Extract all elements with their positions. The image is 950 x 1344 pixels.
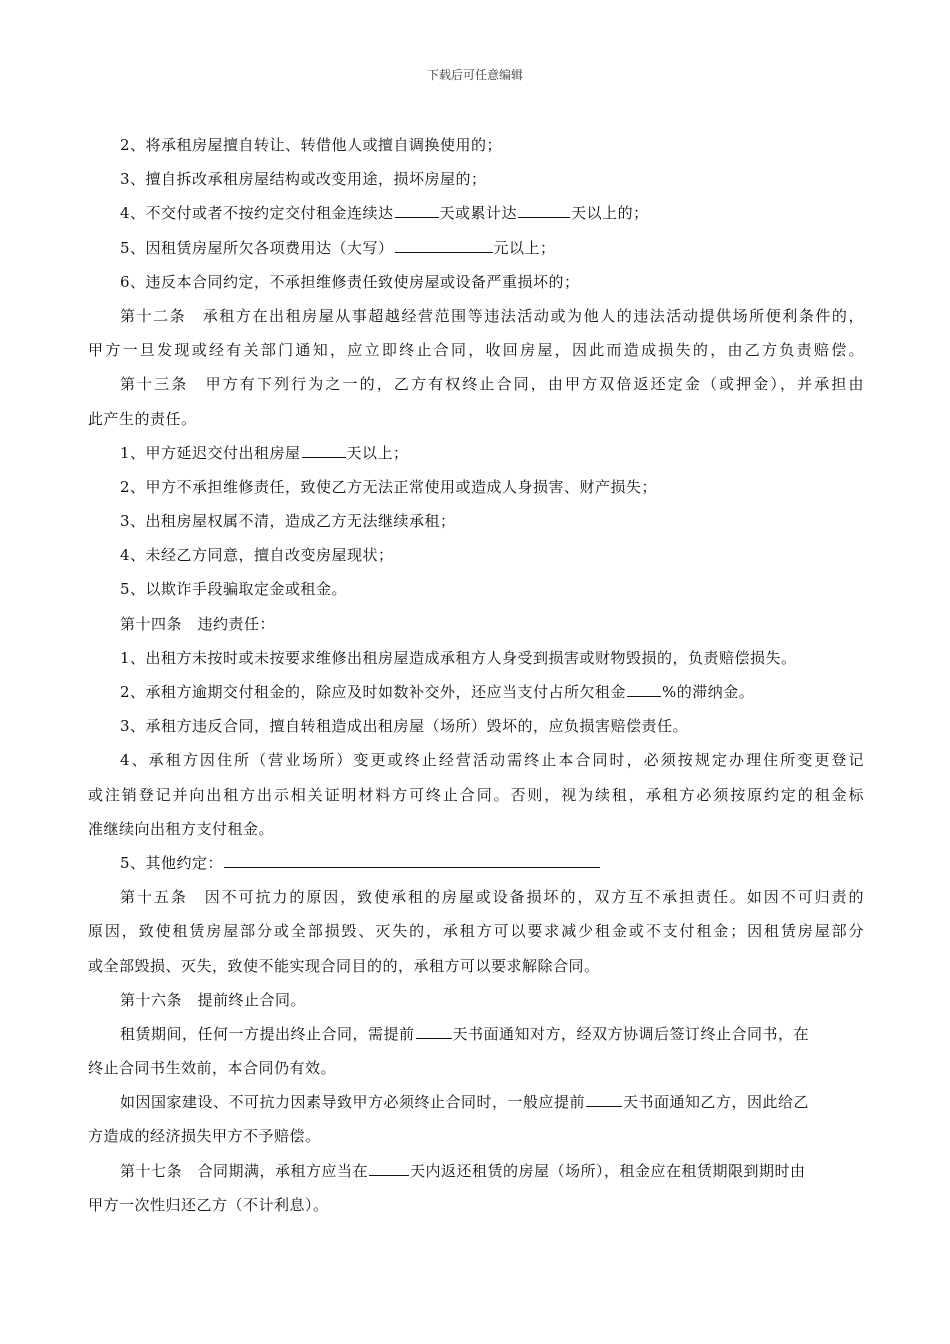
clause-line — [88, 196, 864, 230]
clause-line: 第十四条 违约责任： — [120, 614, 276, 633]
clause-text: 租赁期间，任何一方提出终止合同，需提前 — [120, 1024, 415, 1043]
clause-line: 第十六条 提前终止合同。 — [120, 990, 307, 1009]
clause-text: 5、因租赁房屋所欠各项费用达（大写） — [120, 238, 394, 257]
clause-text: 元以上； — [493, 238, 556, 257]
clause-line — [88, 1017, 864, 1051]
clause-line: 甲方一旦发现或经有关部门通知，应立即终止合同，收回房屋，因此而造成损失的，由乙方负责赔偿。 — [88, 341, 864, 360]
clause-line: 4、承租方因住所（营业场所）变更或终止经营活动需终止本合同时，必须按规定办理住所变更登记 — [120, 751, 864, 770]
clause-text: 1、甲方延迟交付出租房屋 — [120, 443, 301, 462]
clause-line: 4、未经乙方同意，擅自改变房屋现状； — [120, 546, 394, 565]
clause-line: 或注销登记并向出租方出示相关证明材料方可终止合同。否则，视为续租，承租方必须按原约定的租金标 — [88, 785, 864, 804]
clause-line: 1、出租方未按时或未按要求维修出租房屋造成承租方人身受到损害或财物毁损的，负责赔偿损失。 — [120, 648, 797, 667]
fill-blank — [395, 235, 493, 253]
clause-line: 此产生的责任。 — [88, 409, 197, 428]
clause-line: 3、出租房屋权属不清，造成乙方无法继续承租； — [120, 512, 456, 531]
clause-line: 2、将承租房屋擅自转让、转借他人或擅自调换使用的； — [120, 136, 503, 154]
clause-text: 第十七条 合同期满，承租方应当在 — [120, 1161, 369, 1180]
clause-text: 如因国家建设、不可抗力因素导致甲方必须终止合同时，一般应提前 — [120, 1093, 586, 1112]
fill-blank — [224, 850, 600, 868]
clause-text: 天书面通知乙方，因此给乙 — [623, 1093, 810, 1112]
clause-line: 终止合同书生效前，本合同仍有效。 — [88, 1059, 337, 1078]
clause-line: 3、承租方违反合同，擅自转租造成出租房屋（场所）毁坏的，应负损害赔偿责任。 — [120, 717, 689, 736]
clause-line: 或全部毁损、灭失，致使不能实现合同目的的，承租方可以要求解除合同。 — [88, 956, 600, 975]
clause-text: 天内返还租赁的房屋（场所），租金应在租赁期限到期时由 — [410, 1161, 806, 1180]
contract-body — [88, 128, 864, 1222]
clause-line: 第十五条 因不可抗力的原因，致使承租的房屋或设备损坏的，双方互不承担责任。如因不可归责的 — [120, 888, 864, 907]
fill-blank — [416, 1021, 452, 1039]
clause-text: 天以上； — [346, 443, 409, 462]
clause-text: 天或累计达 — [439, 204, 518, 223]
fill-blank — [369, 1158, 409, 1176]
clause-line: 2、甲方不承担维修责任，致使乙方无法正常使用或造成人身损害、财产损失； — [120, 477, 658, 496]
clause-text: %的滞纳金。 — [662, 683, 755, 701]
clause-line — [88, 1085, 864, 1119]
clause-text: 5、其他约定： — [120, 853, 224, 872]
clause-text: 4、不交付或者不按约定交付租金连续达 — [120, 204, 394, 223]
clause-line — [88, 846, 864, 880]
clause-line — [88, 675, 864, 709]
clause-line — [88, 231, 864, 265]
clause-line: 6、违反本合同约定，不承担维修责任致使房屋或设备严重损坏的； — [120, 272, 580, 291]
clause-line: 方造成的经济损失甲方不予赔偿。 — [88, 1127, 321, 1146]
clause-line: 甲方一次性归还乙方（不计利息）。 — [88, 1195, 329, 1214]
clause-line: 第十三条 甲方有下列行为之一的，乙方有权终止合同，由甲方双倍返还定金（或押金），并承担由 — [120, 375, 864, 394]
fill-blank — [518, 200, 570, 218]
clause-line: 原因，致使租赁房屋部分或全部损毁、灭失的，承租方可以要求减少租金或不支付租金；因租赁房屋部分 — [88, 922, 864, 941]
page-header: 下载后可任意编辑 — [426, 68, 523, 82]
fill-blank — [586, 1089, 622, 1107]
clause-line: 3、擅自拆改承租房屋结构或改变用途，损坏房屋的； — [120, 170, 487, 189]
clause-text: 2、承租方逾期交付租金的，除应及时如数补交外，还应当支付占所欠租金 — [120, 683, 627, 701]
fill-blank — [395, 200, 439, 218]
clause-line: 第十二条 承租方在出租房屋从事超越经营范围等违法活动或为他人的违法活动提供场所便利条件的， — [120, 306, 864, 325]
fill-blank — [627, 679, 661, 697]
clause-text: 天以上的； — [571, 204, 649, 223]
clause-line: 准继续向出租方支付租金。 — [88, 819, 275, 838]
fill-blank — [302, 440, 346, 458]
clause-line — [88, 436, 864, 470]
clause-line — [88, 1154, 864, 1188]
clause-text: 天书面通知对方，经双方协调后签订终止合同书，在 — [452, 1024, 810, 1043]
clause-line: 5、以欺诈手段骗取定金或租金。 — [120, 580, 348, 599]
